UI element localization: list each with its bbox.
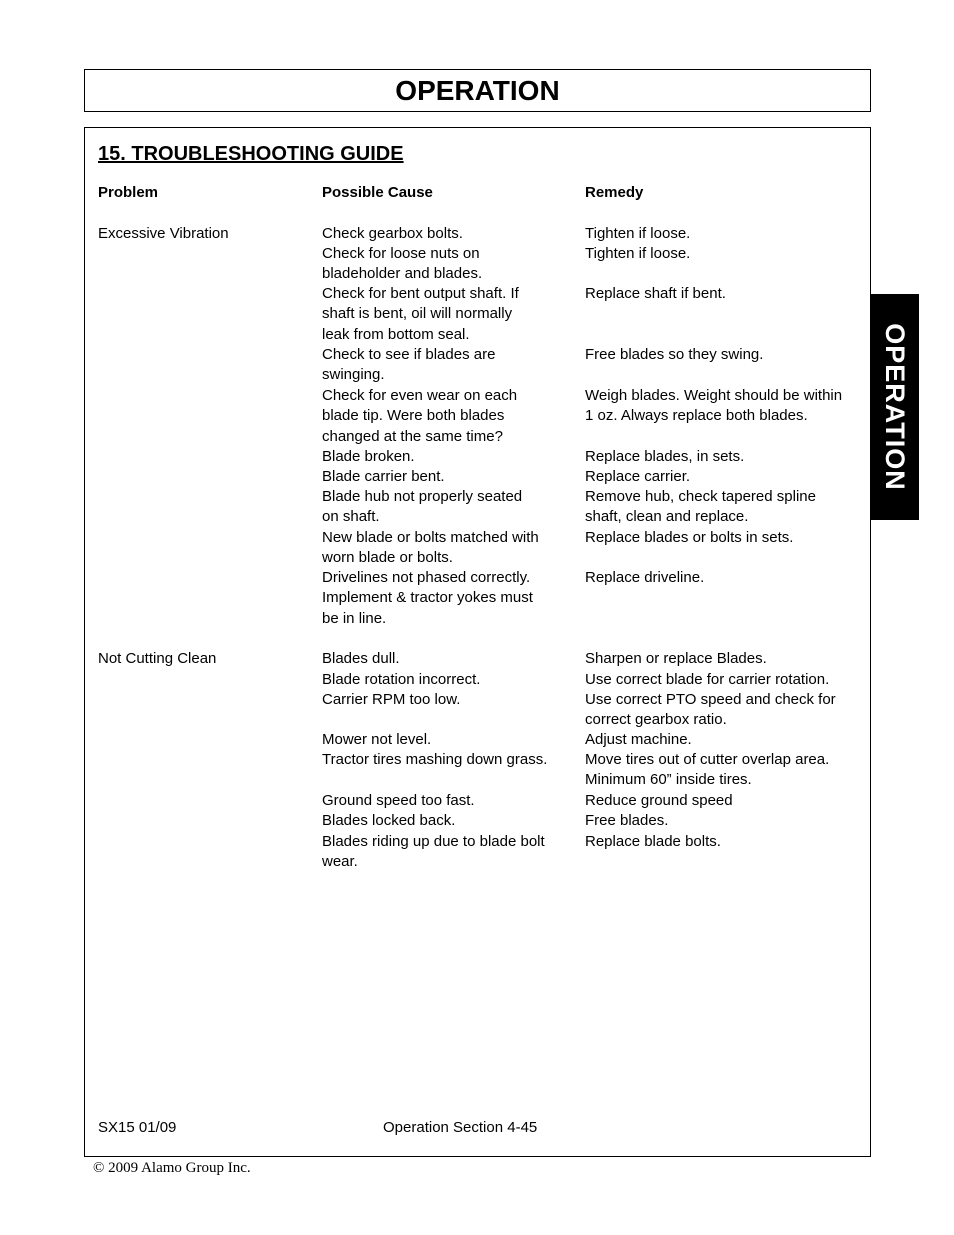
remedy-cell: Weigh blades. Weight should be within 1 oz. Always replace both blades.	[585, 387, 843, 425]
remedy-cell: Replace driveline.	[585, 569, 705, 586]
cause-cell: Blade broken.	[322, 448, 415, 465]
cause-cell: New blade or bolts matched with worn blade or bolts.	[322, 529, 539, 567]
cause-cell: Blades riding up due to blade bolt wear.	[322, 833, 545, 871]
problem-label: Excessive Vibration	[98, 225, 229, 242]
cause-cell: Check for even wear on each blade tip. Were both blades changed at the same time?	[322, 387, 518, 445]
problem-label: Not Cutting Clean	[98, 650, 217, 667]
remedy-cell: Tighten if loose.	[585, 225, 691, 242]
cause-cell: Carrier RPM too low.	[322, 691, 461, 708]
remedy-cell: Move tires out of cutter overlap area. Minimum 60” inside tires.	[585, 751, 830, 789]
cause-cell: Blades locked back.	[322, 812, 456, 829]
cause-cell: Check gearbox bolts.	[322, 225, 463, 242]
remedy-cell: Replace blade bolts.	[585, 833, 721, 850]
cause-cell: Blade carrier bent.	[322, 468, 445, 485]
remedy-cell: Tighten if loose.	[585, 245, 691, 262]
cause-cell: Drivelines not phased correctly. Implement & tractor yokes must be in line.	[322, 569, 533, 627]
column-header-cause: Possible Cause	[322, 184, 433, 201]
cause-cell: Tractor tires mashing down grass.	[322, 751, 548, 768]
cause-cell: Check to see if blades are swinging.	[322, 346, 496, 384]
remedy-cell: Sharpen or replace Blades.	[585, 650, 767, 667]
column-header-remedy: Remedy	[585, 184, 644, 201]
cause-cell: Ground speed too fast.	[322, 792, 475, 809]
remedy-cell: Replace carrier.	[585, 468, 691, 485]
side-tab-label: OPERATION	[879, 323, 910, 491]
cause-cell: Blades dull.	[322, 650, 400, 667]
footer-model-date: SX15 01/09	[98, 1119, 177, 1136]
cause-cell: Check for bent output shaft. If shaft is bent, oil will normally leak from bottom seal.	[322, 285, 519, 343]
cause-cell: Mower not level.	[322, 731, 432, 748]
page-title: OPERATION	[395, 75, 560, 106]
remedy-cell: Use correct blade for carrier rotation.	[585, 671, 830, 688]
section-heading: 15. TROUBLESHOOTING GUIDE	[98, 143, 404, 165]
footer-page-label: Operation Section 4-45	[383, 1119, 538, 1136]
remedy-cell: Use correct PTO speed and check for correct gearbox ratio.	[585, 691, 836, 729]
copyright-notice: © 2009 Alamo Group Inc.	[93, 1160, 251, 1176]
remedy-cell: Replace blades or bolts in sets.	[585, 529, 794, 546]
cause-cell: Blade rotation incorrect.	[322, 671, 481, 688]
remedy-cell: Replace blades, in sets.	[585, 448, 745, 465]
side-tab	[870, 294, 919, 520]
column-header-problem: Problem	[98, 184, 159, 201]
remedy-cell: Free blades.	[585, 812, 669, 829]
cause-cell: Check for loose nuts on bladeholder and blades.	[322, 245, 483, 283]
remedy-cell: Remove hub, check tapered spline shaft, clean and replace.	[585, 488, 816, 526]
remedy-cell: Replace shaft if bent.	[585, 285, 726, 302]
remedy-cell: Reduce ground speed	[585, 792, 733, 809]
remedy-cell: Adjust machine.	[585, 731, 692, 748]
remedy-cell: Free blades so they swing.	[585, 346, 764, 363]
header-box	[84, 69, 871, 112]
cause-cell: Blade hub not properly seated on shaft.	[322, 488, 523, 526]
